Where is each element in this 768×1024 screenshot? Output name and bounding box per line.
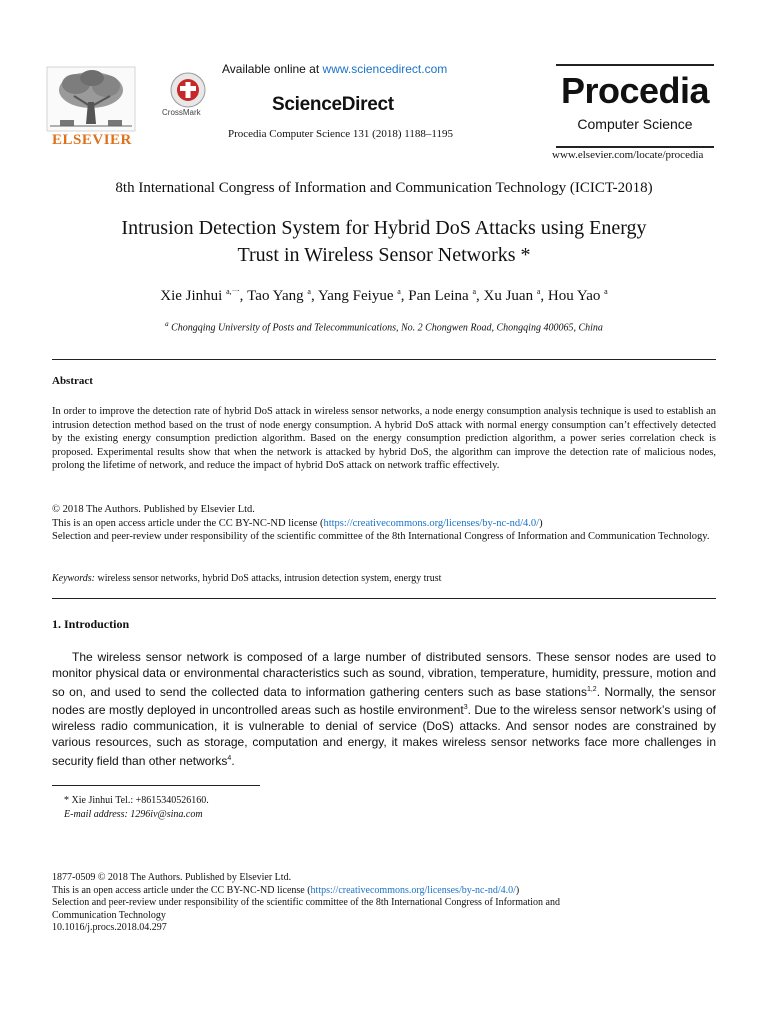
abstract-heading: Abstract: [52, 375, 93, 387]
footer-license: This is an open access article under the CC BY-NC-ND license (https://creativecommons.org/licenses/by-nc-nd/4.0/): [52, 884, 520, 896]
available-online-line: Available online at www.sciencedirect.com: [222, 62, 448, 76]
abstract-text: In order to improve the detection rate of hybrid DoS attack in wireless sensor networks, a node energy consumption analysis technique is used to establish an intrusion detection method based on the trust of node energy consumption. A hybrid DoS attack with normal energy consumption can’t effectively detected by the existing energy consumption prediction algorithm. Based on the energy consumption prediction algorithm, a power series correlation check is proposed. Experimental results show that when the network is attacked by hybrid DoS, the algorithm can improve the detection rate of malicious nodes, prolong the lifetime of network, and reduce the impact of hybrid DoS attack on network traffic effectively.: [52, 406, 716, 472]
author: Xie Jinhui $^{a,一}$: [160, 287, 240, 304]
introduction-paragraph: The wireless sensor network is composed of a large number of distributed sensors. These sensor nodes are used to monitor physical data or environmental characteristics such as sound, vibration, temperature, humidity, pressure, motion and so on, and used to send the collected data to information gathering centers such as base stations$^{1,2}$. Normally, the sensor nodes are mostly deployed in uncontrolled areas such as hostile environment$^3$. Due to the wireless sensor network’s using of wireless radio communication, it is vulnerable to denial of service (DoS) attacks. And sensor nodes are constrained by various resources, such as storage, computation and energy, it makes wireless sensor networks face more challenges in security field than other networks$^4$.: [52, 650, 716, 768]
procedia-wordmark: Procedia: [560, 70, 710, 111]
conference-name: 8th International Congress of Information and Communication Technology (ICICT-2018): [115, 180, 653, 196]
crossmark-label: CrossMark: [162, 108, 201, 117]
footer-peer-review: Selection and peer-review under responsibility of the scientific committee of the 8th International Congress of Information and: [52, 897, 560, 909]
citation[interactable]: 4: [227, 754, 232, 762]
section-heading-introduction: 1. Introduction: [52, 617, 130, 631]
author: Hou Yao $^a$: [547, 287, 608, 304]
peer-review-line: Selection and peer-review under responsibility of the scientific committee of the 8th International Congress of Information and Communication Technology.: [52, 531, 710, 543]
page-footer: [52, 872, 716, 935]
corresponding-author-footnote: [64, 794, 209, 822]
citation[interactable]: 3: [463, 703, 468, 711]
footnote-email: E-mail address: 1296iv@sina.com: [64, 809, 203, 820]
paper-title-line-2: Trust in Wireless Sensor Networks *: [237, 244, 531, 266]
author: Pan Leina $^a$: [408, 287, 477, 304]
affiliation: $^a$ Chongqing University of Posts and Telecommunications, No. 2 Chongwen Road, Chongqing 400065, China: [165, 320, 603, 334]
author-list: Xie Jinhui $^{a,一}$, Tao Yang $^a$, Yang Feiyue $^a$, Pan Leina $^a$, Xu Juan $^a$, Hou Yao $^a$: [160, 287, 608, 304]
sciencedirect-link[interactable]: www.sciencedirect.com: [322, 62, 448, 76]
journal-url[interactable]: www.elsevier.com/locate/procedia: [552, 149, 704, 161]
author: Yang Feiyue $^a$: [317, 287, 401, 304]
elsevier-wordmark: ELSEVIER: [52, 132, 132, 148]
footer-license-link[interactable]: https://creativecommons.org/licenses/by-nc-nd/4.0/: [310, 884, 516, 896]
paper-title: [40, 215, 728, 269]
procedia-subtitle: Computer Science: [577, 116, 693, 132]
footnote-divider: [52, 785, 260, 786]
copyright-block: [52, 503, 716, 544]
sciencedirect-title: ScienceDirect: [272, 94, 394, 115]
email-link[interactable]: 1296iv@sina.com: [130, 809, 203, 820]
footer-issn-copyright: 1877-0509 © 2018 The Authors. Published by Elsevier Ltd.: [52, 872, 292, 883]
citation[interactable]: 1,2: [586, 685, 597, 693]
license-link[interactable]: https://creativecommons.org/licenses/by-nc-nd/4.0/: [323, 517, 540, 529]
author: Xu Juan $^a$: [483, 287, 541, 304]
footnote-tel: * Xie Jinhui Tel.: +8615340526160.: [64, 795, 209, 806]
paper-title-line-1: Intrusion Detection System for Hybrid DoS Attacks using Energy: [121, 217, 647, 239]
footer-peer-review-cont: Communication Technology: [52, 909, 166, 921]
procedia-logo-box: [556, 64, 714, 148]
author: Tao Yang $^a$: [247, 287, 311, 304]
license-line: This is an open access article under the CC BY-NC-ND license (https://creativecommons.org/licenses/by-nc-nd/4.0/): [52, 517, 543, 529]
footer-doi[interactable]: 10.1016/j.procs.2018.04.297: [52, 922, 167, 934]
divider-bottom: [52, 598, 716, 599]
divider-top: [52, 359, 716, 360]
copyright-line: © 2018 The Authors. Published by Elsevier Ltd.: [52, 504, 255, 515]
keywords: Keywords: wireless sensor networks, hybrid DoS attacks, intrusion detection system, energy trust: [52, 573, 442, 584]
journal-reference: Procedia Computer Science 131 (2018) 1188–1195: [228, 128, 453, 140]
